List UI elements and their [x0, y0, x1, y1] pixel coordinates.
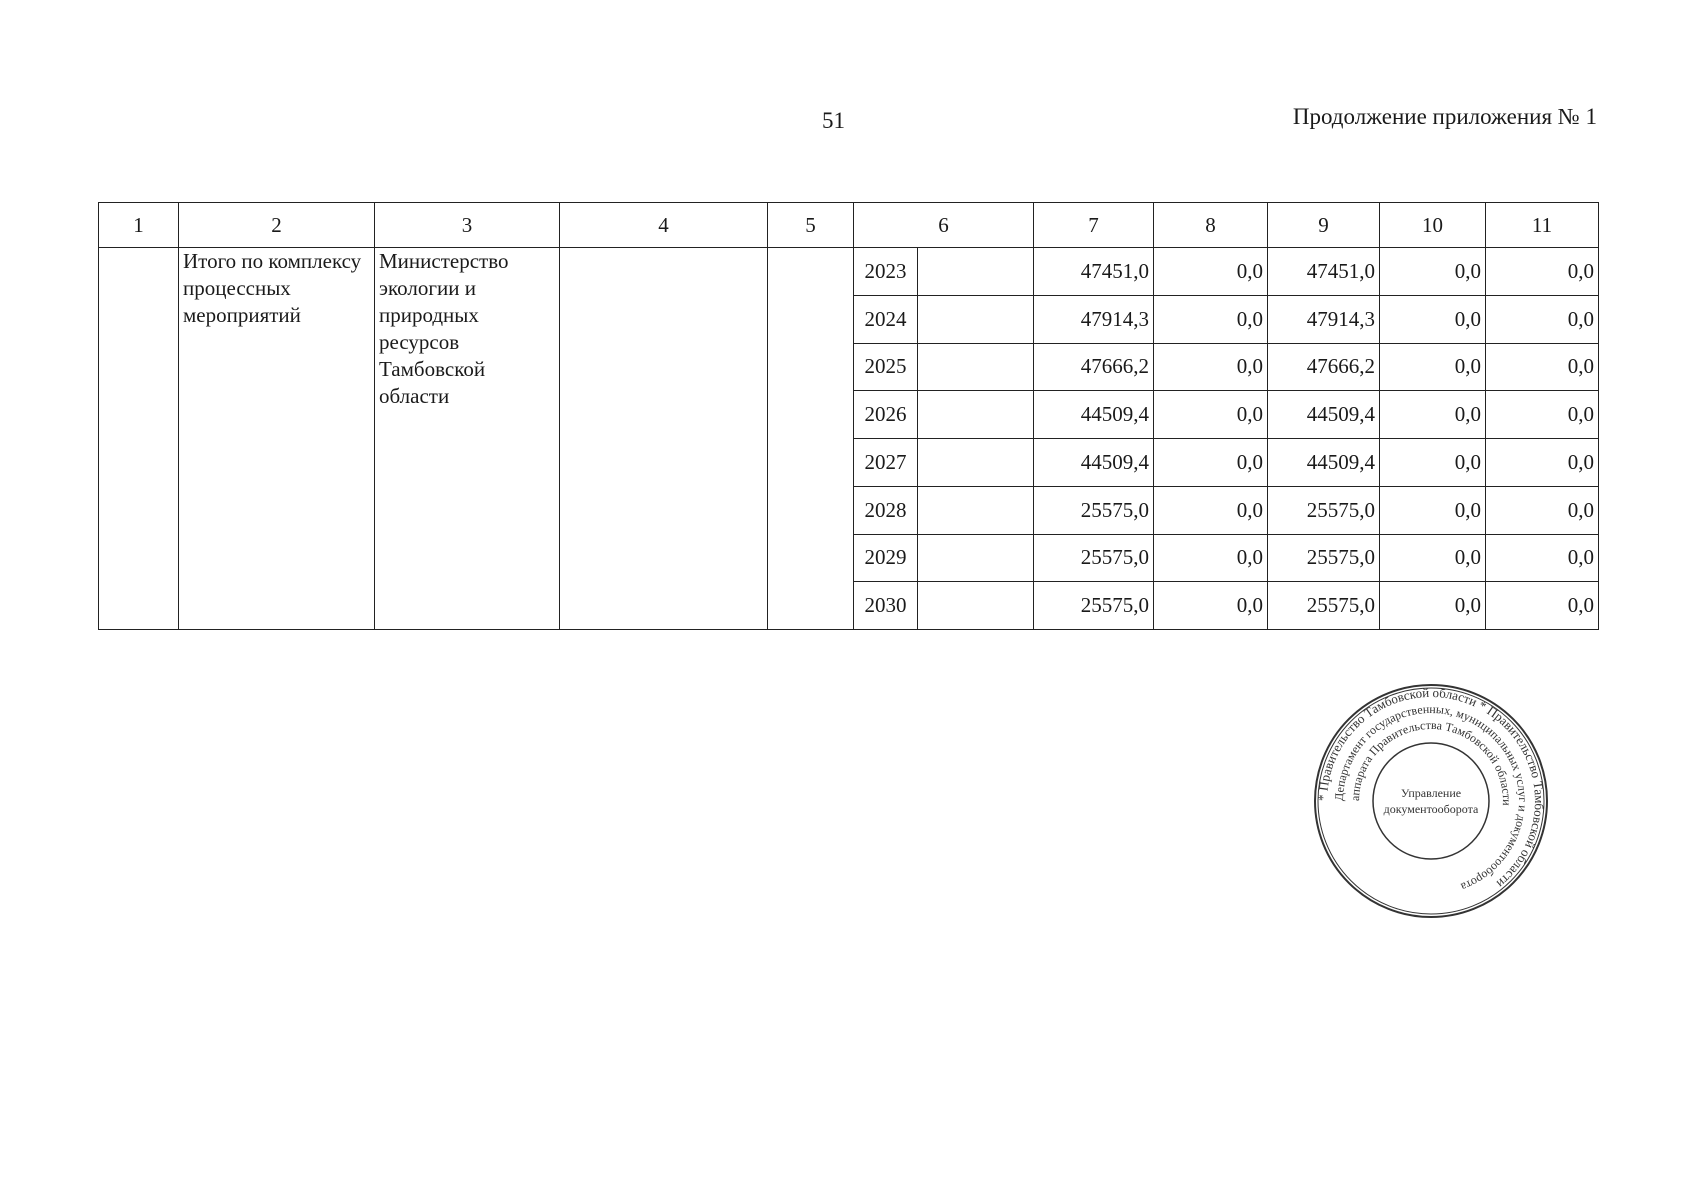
column-number-7: 7 [1034, 203, 1154, 248]
stamp-seal-graphic [1312, 682, 1550, 920]
column-7-value: 25575,0 [1034, 486, 1154, 534]
column-1-cell [99, 248, 179, 630]
year-cell: 2030 [854, 582, 918, 630]
column-number-row [99, 203, 1599, 248]
column-9-value: 44509,4 [1268, 391, 1380, 439]
column-6b-cell [918, 582, 1034, 630]
column-7-value: 47914,3 [1034, 295, 1154, 343]
column-6b-cell [918, 486, 1034, 534]
stamp-middle-text: Департамент государственных, муниципальных услуг и документооборота [1331, 701, 1531, 895]
year-cell: 2027 [854, 439, 918, 487]
column-8-value: 0,0 [1154, 295, 1268, 343]
column-7-value: 25575,0 [1034, 582, 1154, 630]
column-10-value: 0,0 [1380, 582, 1486, 630]
budget-table [98, 202, 1599, 630]
stamp-center-line-1: Управление [1400, 786, 1462, 800]
column-11-value: 0,0 [1486, 486, 1599, 534]
column-8-value: 0,0 [1154, 486, 1268, 534]
stamp-outer-text: * Правительство Тамбовской области * Правительство Тамбовской области [1314, 684, 1548, 892]
year-cell: 2026 [854, 391, 918, 439]
column-9-value: 25575,0 [1268, 486, 1380, 534]
table-row [99, 248, 1599, 296]
year-cell: 2025 [854, 343, 918, 391]
column-11-value: 0,0 [1486, 248, 1599, 296]
column-number-5: 5 [768, 203, 854, 248]
column-9-value: 25575,0 [1268, 534, 1380, 582]
column-6b-cell [918, 248, 1034, 296]
column-10-value: 0,0 [1380, 343, 1486, 391]
column-11-value: 0,0 [1486, 582, 1599, 630]
column-7-value: 47666,2 [1034, 343, 1154, 391]
column-6b-cell [918, 295, 1034, 343]
column-4-cell [560, 248, 768, 630]
column-11-value: 0,0 [1486, 295, 1599, 343]
column-11-value: 0,0 [1486, 534, 1599, 582]
column-8-value: 0,0 [1154, 391, 1268, 439]
column-10-value: 0,0 [1380, 534, 1486, 582]
column-11-value: 0,0 [1486, 343, 1599, 391]
row-label-cell: Итого по комплексу процессных мероприятий [179, 248, 375, 630]
column-6b-cell [918, 391, 1034, 439]
column-number-4: 4 [560, 203, 768, 248]
column-number-6: 6 [854, 203, 1034, 248]
column-10-value: 0,0 [1380, 248, 1486, 296]
stamp-inner-text: аппарата Правительства Тамбовской области [1347, 717, 1515, 806]
column-10-value: 0,0 [1380, 391, 1486, 439]
year-cell: 2029 [854, 534, 918, 582]
column-number-2: 2 [179, 203, 375, 248]
official-stamp [1312, 682, 1550, 920]
column-8-value: 0,0 [1154, 343, 1268, 391]
column-8-value: 0,0 [1154, 248, 1268, 296]
column-11-value: 0,0 [1486, 439, 1599, 487]
column-7-value: 47451,0 [1034, 248, 1154, 296]
column-number-3: 3 [375, 203, 560, 248]
column-8-value: 0,0 [1154, 439, 1268, 487]
column-6b-cell [918, 439, 1034, 487]
year-cell: 2023 [854, 248, 918, 296]
column-7-value: 25575,0 [1034, 534, 1154, 582]
stamp-inner-circle [1373, 743, 1489, 859]
executor-cell: Министерство экологии и природных ресурсов Тамбовской области [375, 248, 560, 630]
page-number: 51 [822, 108, 845, 133]
year-cell: 2024 [854, 295, 918, 343]
column-10-value: 0,0 [1380, 486, 1486, 534]
appendix-continuation-title: Продолжение приложения № 1 [1292, 104, 1597, 129]
column-number-10: 10 [1380, 203, 1486, 248]
column-7-value: 44509,4 [1034, 439, 1154, 487]
column-6b-cell [918, 534, 1034, 582]
column-11-value: 0,0 [1486, 391, 1599, 439]
column-7-value: 44509,4 [1034, 391, 1154, 439]
column-9-value: 44509,4 [1268, 439, 1380, 487]
column-10-value: 0,0 [1380, 295, 1486, 343]
column-9-value: 47914,3 [1268, 295, 1380, 343]
column-number-1: 1 [99, 203, 179, 248]
column-10-value: 0,0 [1380, 439, 1486, 487]
column-6b-cell [918, 343, 1034, 391]
year-cell: 2028 [854, 486, 918, 534]
column-number-8: 8 [1154, 203, 1268, 248]
column-9-value: 25575,0 [1268, 582, 1380, 630]
column-8-value: 0,0 [1154, 534, 1268, 582]
column-5-cell [768, 248, 854, 630]
column-number-9: 9 [1268, 203, 1380, 248]
column-number-11: 11 [1486, 203, 1599, 248]
column-9-value: 47451,0 [1268, 248, 1380, 296]
column-8-value: 0,0 [1154, 582, 1268, 630]
column-9-value: 47666,2 [1268, 343, 1380, 391]
stamp-center-line-2: документооборота [1383, 802, 1479, 816]
